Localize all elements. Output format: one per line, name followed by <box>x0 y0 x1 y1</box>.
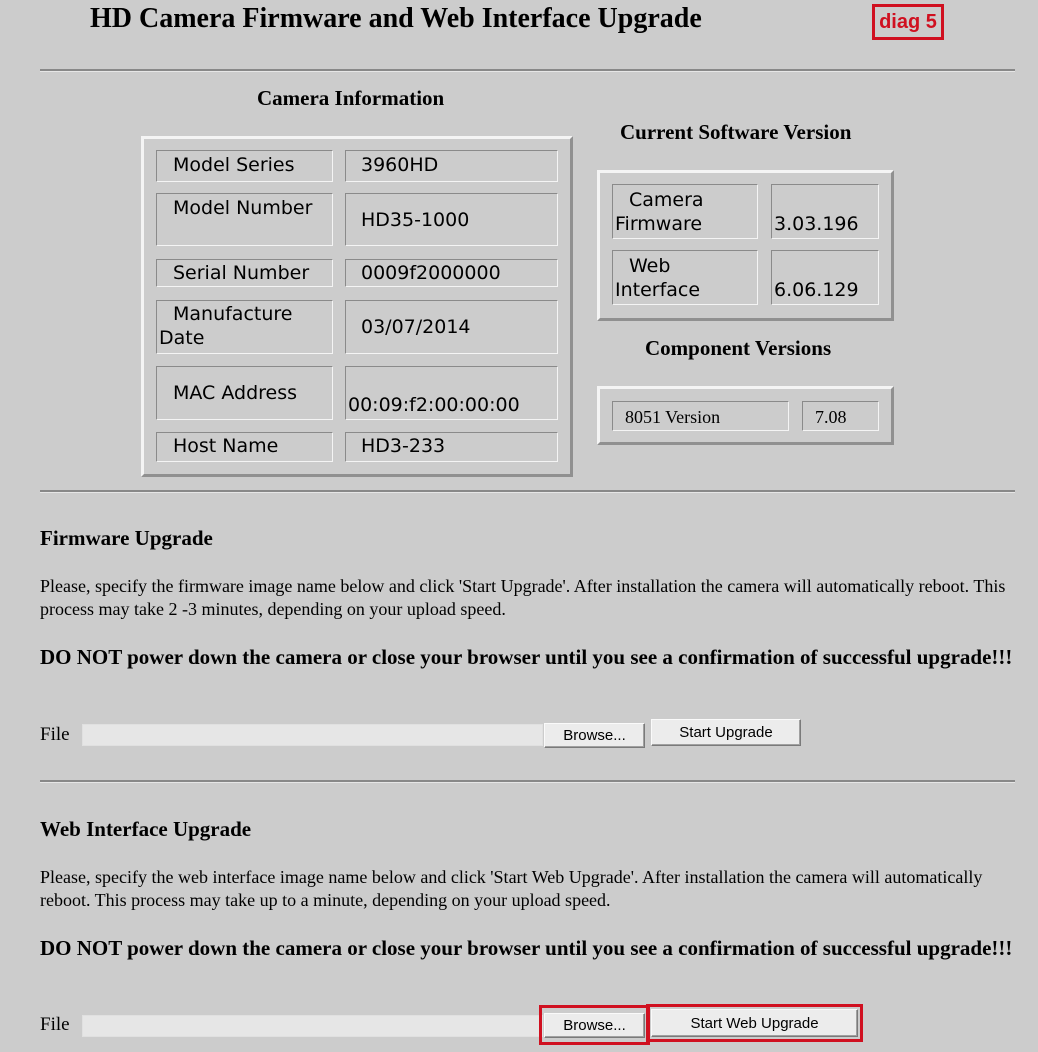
8051-version-value: 7.08 <box>802 401 879 431</box>
camera-info-heading: Camera Information <box>257 86 445 110</box>
web-interface-label: Web Interface <box>612 250 758 305</box>
web-upgrade-heading: Web Interface Upgrade <box>40 817 252 841</box>
web-upgrade-description: Please, specify the web interface image name below and click 'Start Web Upgrade'. After installation the camera will automatically reboot. This process may take up to a minute, depending on your upload speed. <box>40 867 983 910</box>
model-series-value: 3960HD <box>345 150 558 182</box>
firmware-upgrade-warning: DO NOT power down the camera or close your browser until you see a confirmation of successful upgrade!!! <box>40 645 1013 669</box>
firmware-file-input[interactable] <box>82 724 543 746</box>
component-versions-table <box>597 386 894 445</box>
firmware-upgrade-heading: Firmware Upgrade <box>40 526 213 550</box>
web-browse-button[interactable]: Browse... <box>544 1013 645 1038</box>
divider <box>40 490 1015 493</box>
web-file-input[interactable] <box>82 1015 543 1037</box>
page-title: HD Camera Firmware and Web Interface Upgrade <box>90 3 702 34</box>
firmware-file-label: File <box>40 724 70 745</box>
model-number-label: Model Number <box>156 193 333 246</box>
web-file-label: File <box>40 1014 70 1035</box>
host-name-value: HD3-233 <box>345 432 558 462</box>
model-number-value: HD35-1000 <box>345 193 558 246</box>
web-upgrade-warning: DO NOT power down the camera or close your browser until you see a confirmation of successful upgrade!!! <box>40 936 1013 960</box>
software-version-heading: Current Software Version <box>620 120 852 144</box>
host-name-label: Host Name <box>156 432 333 462</box>
start-upgrade-button[interactable]: Start Upgrade <box>651 719 801 746</box>
mac-address-label: MAC Address <box>156 366 333 420</box>
camera-info-table <box>141 136 573 477</box>
divider <box>40 780 1015 783</box>
serial-number-value: 0009f2000000 <box>345 259 558 287</box>
model-series-label: Model Series <box>156 150 333 182</box>
software-version-table <box>597 170 894 321</box>
camera-firmware-label: Camera Firmware <box>612 184 758 239</box>
8051-version-label: 8051 Version <box>612 401 789 431</box>
component-versions-heading: Component Versions <box>645 336 832 360</box>
firmware-browse-button[interactable]: Browse... <box>544 723 645 748</box>
diag-badge: diag 5 <box>872 4 944 40</box>
firmware-upgrade-description: Please, specify the firmware image name below and click 'Start Upgrade'. After installation the camera will automatically reboot. This process may take 2 -3 minutes, depending on your upload speed. <box>40 576 1006 619</box>
divider <box>40 69 1015 72</box>
camera-firmware-value: 3.03.196 <box>771 184 879 239</box>
web-interface-value: 6.06.129 <box>771 250 879 305</box>
manufacture-date-label: Manufacture Date <box>156 300 333 354</box>
start-web-upgrade-button[interactable]: Start Web Upgrade <box>651 1009 858 1037</box>
mac-address-value: 00:09:f2:00:00:00 <box>345 366 558 420</box>
manufacture-date-value: 03/07/2014 <box>345 300 558 354</box>
serial-number-label: Serial Number <box>156 259 333 287</box>
